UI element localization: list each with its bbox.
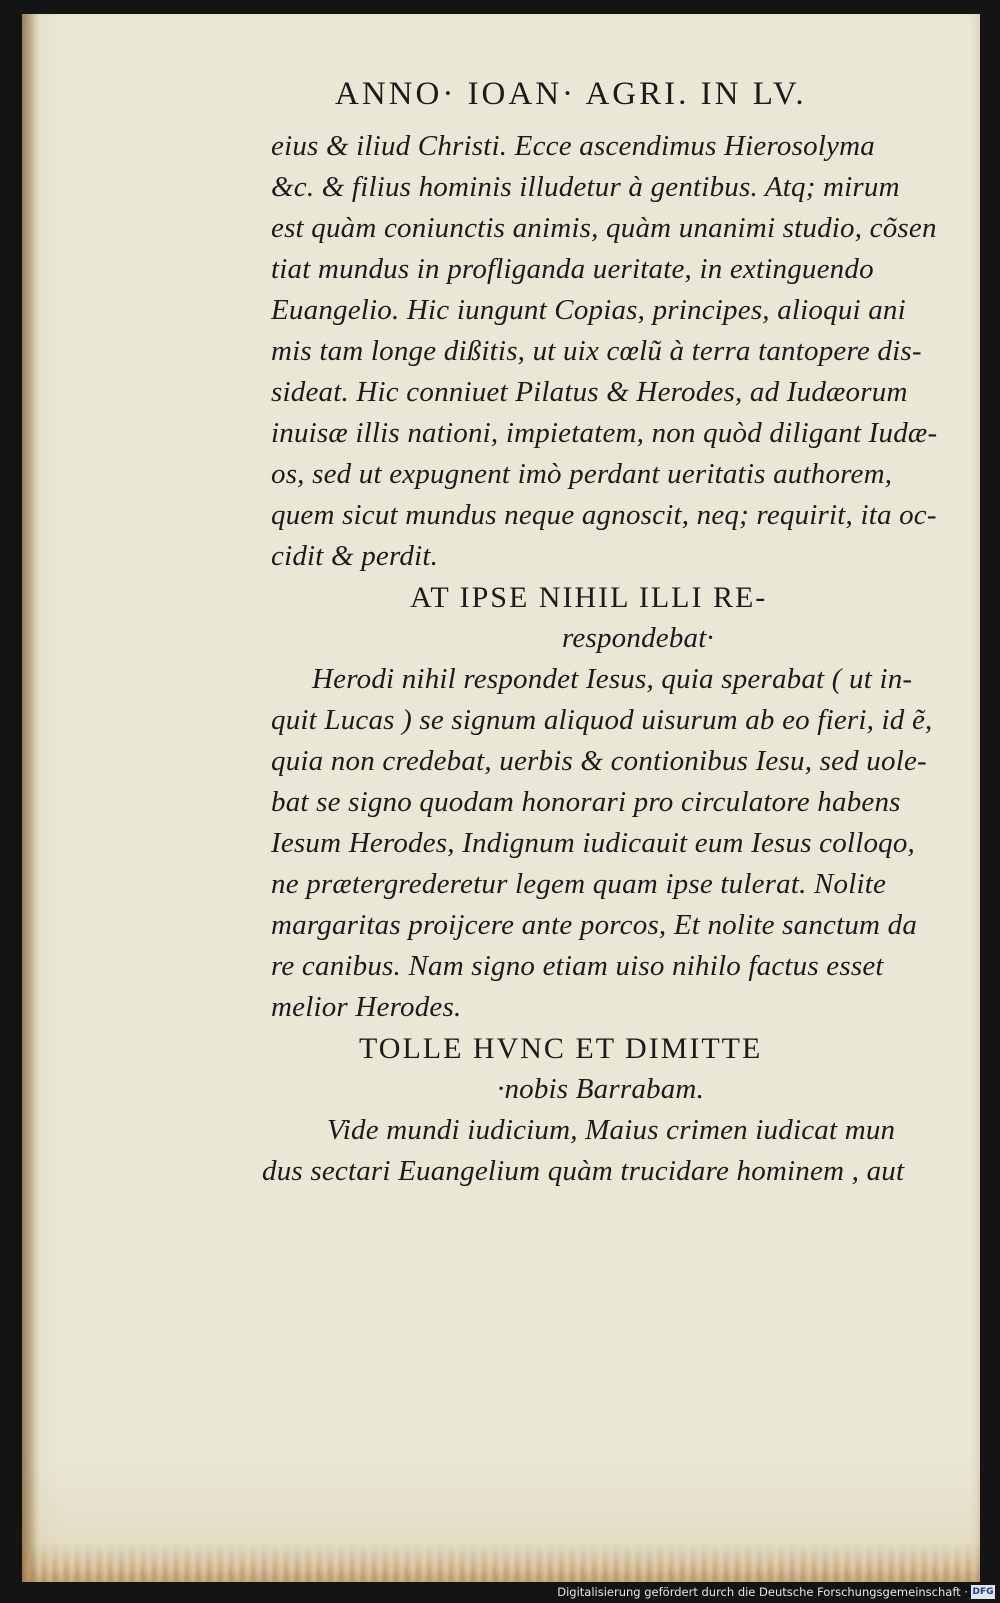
text-line: dus sectari Euangelium quàm trucidare hominem , aut bbox=[262, 1155, 905, 1187]
text-line: Iesum Herodes, Indignum iudicauit eum Iesus colloqo, bbox=[271, 827, 915, 859]
section-heading: TOLLE HVNC ET DIMITTE bbox=[359, 1032, 763, 1065]
running-head: ANNO· IOAN· AGRI. IN LV. bbox=[335, 76, 807, 112]
text-line: Euangelio. Hic iungunt Copias, principes, alioqui ani bbox=[271, 294, 906, 326]
text-line: os, sed ut expugnent imò perdant ueritatis authorem, bbox=[271, 458, 893, 490]
text-line: mis tam longe dißitis, ut uix cœlũ à terra tantopere dis- bbox=[271, 335, 922, 367]
section-heading-continuation: respondebat· bbox=[562, 622, 714, 654]
text-line: est quàm coniunctis animis, quàm unanimi studio, cõsen bbox=[271, 212, 937, 244]
text-line: margaritas proijcere ante porcos, Et nolite sanctum da bbox=[271, 909, 918, 941]
text-line: eius & iliud Christi. Ecce ascendimus Hierosolyma bbox=[271, 130, 875, 162]
text-line: tiat mundus in profliganda ueritate, in extinguendo bbox=[271, 253, 874, 285]
section-heading-continuation: ·nobis Barrabam. bbox=[497, 1073, 705, 1105]
page-gutter-shadow bbox=[22, 14, 40, 1582]
text-line: cidit & perdit. bbox=[271, 540, 439, 572]
dfg-logo-icon: DFG bbox=[972, 1587, 994, 1597]
text-line: quit Lucas ) se signum aliquod uisurum ab eo fieri, id ẽ, bbox=[271, 704, 933, 736]
text-line: inuisæ illis nationi, impietatem, non quòd diligant Iudæ- bbox=[271, 417, 938, 449]
page-worn-edge bbox=[22, 1542, 980, 1582]
text-line: &c. & filius hominis illudetur à gentibus. Atq; mirum bbox=[271, 171, 900, 203]
text-line: re canibus. Nam signo etiam uiso nihilo factus esset bbox=[271, 950, 884, 982]
text-line: melior Herodes. bbox=[271, 991, 462, 1023]
section-heading: AT IPSE NIHIL ILLI RE- bbox=[410, 581, 768, 614]
text-line: bat se signo quodam honorari pro circulatore habens bbox=[271, 786, 901, 818]
footer-bar bbox=[0, 1582, 1000, 1603]
text-line: Herodi nihil respondet Iesus, quia sperabat ( ut in- bbox=[312, 663, 913, 695]
funding-credit: Digitalisierung gefördert durch die Deutsche Forschungsgemeinschaft · bbox=[557, 1585, 968, 1599]
text-line: sideat. Hic conniuet Pilatus & Herodes, ad Iudæorum bbox=[271, 376, 908, 408]
text-line: Vide mundi iudicium, Maius crimen iudicat mun bbox=[327, 1114, 896, 1146]
book-page bbox=[22, 14, 980, 1582]
text-line: ne prætergrederetur legem quam ipse tulerat. Nolite bbox=[271, 868, 887, 900]
text-line: quia non credebat, uerbis & contionibus Iesu, sed uole- bbox=[271, 745, 927, 777]
text-line: quem sicut mundus neque agnoscit, neq; requirit, ita oc- bbox=[271, 499, 937, 531]
